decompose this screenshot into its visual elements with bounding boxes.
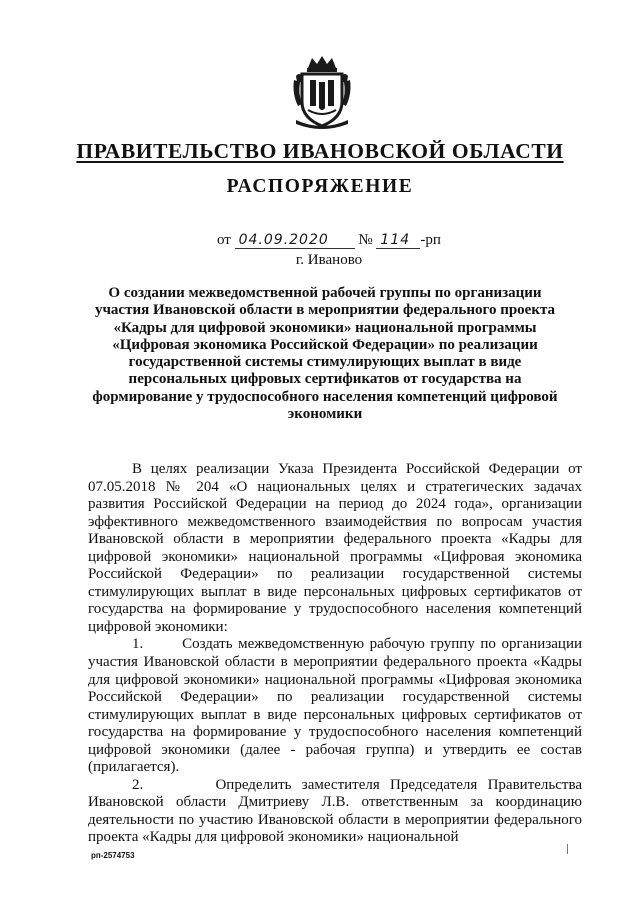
item-1-paragraph [88, 636, 582, 776]
date-prefix: от [217, 232, 231, 248]
item-2-text: Определить заместителя Председателя Правительства Ивановской области Дмитриеву Л.В. ответственным за координацию деятельности по участию Ивановской области в мероприятии федерального проекта «Кадры для цифровой экономики» национальной [88, 776, 582, 846]
coat-of-arms-icon [290, 54, 354, 130]
item-2-paragraph [88, 777, 582, 847]
subject-heading: О создании межведомственной рабочей группы по организации участия Ивановской области в мероприятии федерального проекта «Кадры для цифровой экономики» национальной программы «Цифровая экономика Российской Федерации» по реализации государственной системы стимулирующих выплат в виде персональных цифровых сертификатов от государства на формирование у трудоспособного населения компетенций цифровой экономики [92, 285, 558, 423]
handwritten-date: 04.09.2020 [235, 232, 355, 249]
item-2-number: 2. [132, 776, 144, 793]
handwritten-number: 114 [376, 232, 420, 249]
preamble-paragraph: В целях реализации Указа Президента Российской Федерации от 07.05.2018 № 204 «О национальных целях и стратегических задачах развития Российской Федерации на период до 2024 года», организации эффективного межведомственного взаимодействия по вопросам участия Ивановской области в мероприятии федерального проекта «Кадры для цифровой экономики» национальной программы «Цифровая экономика Российской Федерации» по реализации государственной системы стимулирующих выплат в виде персональных цифровых сертификатов от государства на формирование у трудоспособного населения компетенций цифровой экономики: [88, 461, 582, 635]
city: г. Иваново [295, 252, 363, 268]
footer-doc-code: рп-2574753 [91, 851, 135, 860]
document-body [88, 461, 582, 847]
item-1-text: Создать межведомственную рабочую группу по организации участия Ивановской области в мероприятии федерального проекта «Кадры для цифровой экономики» национальной программы «Цифровая экономика Российской Федерации» по реализации государственной системы стимулирующих выплат в виде персональных цифровых сертификатов от государства на формирование у трудоспособного населения компетенций цифровой экономики (далее - рабочая группа) и утвердить ее состав (прилагается). [88, 636, 582, 776]
government-title: ПРАВИТЕЛЬСТВО ИВАНОВСКОЙ ОБЛАСТИ [76, 139, 564, 163]
document-type: РАСПОРЯЖЕНИЕ [226, 176, 414, 197]
date-number-line [217, 232, 441, 249]
scan-mark-icon [566, 844, 570, 854]
number-suffix: -рп [420, 232, 441, 248]
item-1-number: 1. [132, 636, 144, 653]
number-sign: № [358, 232, 373, 248]
